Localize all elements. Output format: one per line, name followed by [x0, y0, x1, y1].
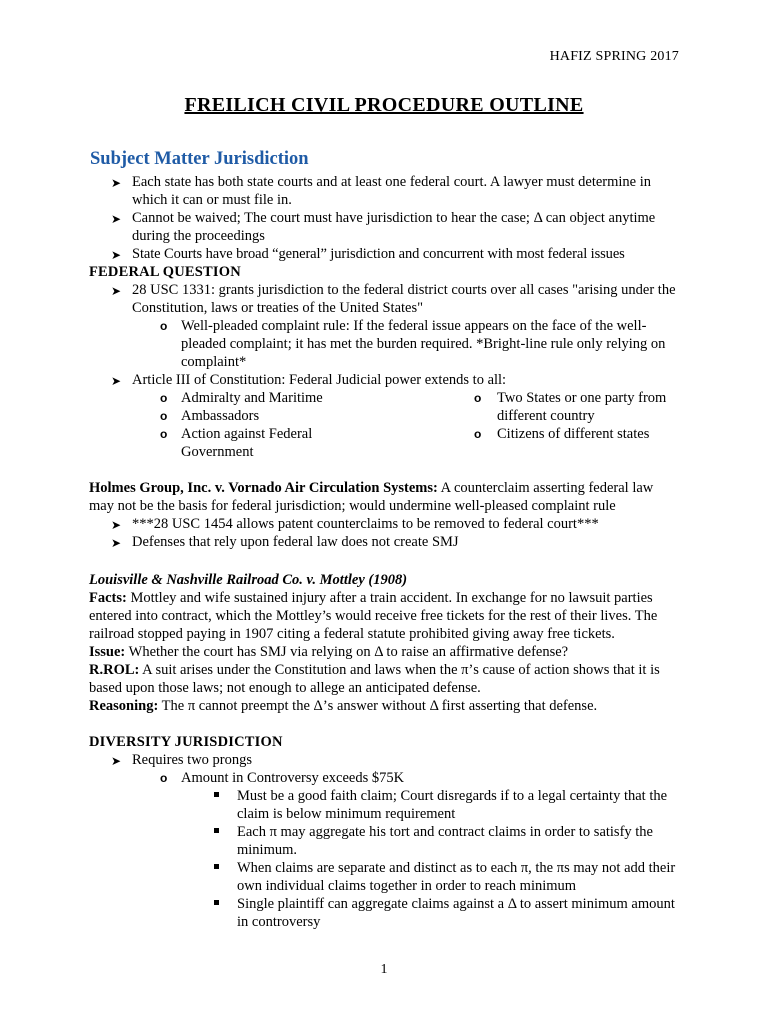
- right-column: [401, 389, 681, 443]
- sub-list-item-text: Action against Federal Government: [181, 426, 313, 460]
- case-mottley-title: Louisville & Nashville Railroad Co. v. Mottley (1908): [89, 572, 408, 588]
- square-bullet-icon: [214, 828, 219, 833]
- square-bullet-icon: [214, 900, 219, 905]
- circle-bullet-icon: o: [160, 391, 168, 405]
- issue-label: Issue:: [89, 644, 126, 660]
- sub-list-item-text: Citizens of different states: [497, 426, 650, 442]
- square-list-item-text: Must be a good faith claim; Court disregards if to a legal certainty that the claim is below minimum requirement: [237, 788, 668, 822]
- list-item-text: ***28 USC 1454 allows patent counterclaims to be removed to federal court***: [132, 516, 599, 532]
- reasoning-text: The π cannot preempt the Δ’s answer without Δ first asserting that defense.: [158, 698, 598, 714]
- square-list-item-text: When claims are separate and distinct as to each π, the πs may not add their own individual claims together in order to reach minimum: [237, 860, 676, 894]
- page-title: FREILICH CIVIL PROCEDURE OUTLINE: [184, 94, 584, 116]
- arrow-bullet-icon: ➤: [111, 248, 122, 262]
- rule-label: R.ROL:: [89, 662, 140, 678]
- sub-list-item: [89, 389, 419, 407]
- case-holmes-paragraph: [89, 479, 681, 515]
- case-issue: [89, 643, 681, 661]
- square-list-item: [89, 895, 681, 931]
- sub-list-item: [89, 407, 419, 425]
- list-item: [89, 533, 681, 551]
- sub-list-item: [401, 425, 681, 443]
- circle-bullet-icon: o: [474, 427, 482, 441]
- list-item: [89, 209, 681, 245]
- list-item-text: Article III of Constitution: Federal Judicial power extends to all:: [132, 372, 507, 388]
- circle-bullet-icon: o: [160, 771, 168, 785]
- arrow-bullet-icon: ➤: [111, 536, 122, 550]
- list-item-text: Cannot be waived; The court must have jurisdiction to hear the case; Δ can object anytime during the proceedings: [132, 210, 656, 244]
- circle-bullet-icon: o: [160, 427, 168, 441]
- page-number: 1: [380, 962, 388, 977]
- sub-list-item: [89, 317, 681, 371]
- sub-list-item: [89, 769, 681, 787]
- sub-list-item-text: Well-pleaded complaint rule: If the federal issue appears on the face of the well-pleaded complaint; it has met the burden required. *Bright-line rule only relying on complaint*: [181, 318, 666, 370]
- square-list-item-text: Each π may aggregate his tort and contract claims in order to satisfy the minimum.: [237, 824, 653, 858]
- facts-text: Mottley and wife sustained injury after a train accident. In exchange for no lawsuit parties entered into contract, which the Mottley’s would receive free tickets for the rest of their lives. The railroad stopped paying in 1907 citing a federal statute prohibited giving away free tickets.: [89, 590, 658, 642]
- case-reasoning: [89, 697, 681, 715]
- sub-list-item-text: Ambassadors: [181, 408, 260, 424]
- arrow-bullet-icon: ➤: [111, 284, 122, 298]
- case-name: Holmes Group, Inc. v. Vornado Air Circulation Systems:: [89, 480, 438, 496]
- issue-text: Whether the court has SMJ via relying on Δ to raise an affirmative defense?: [125, 644, 569, 660]
- sub-list-item-text: Amount in Controversy exceeds $75K: [181, 770, 405, 786]
- arrow-bullet-icon: ➤: [111, 374, 122, 388]
- list-item-text: Requires two prongs: [132, 752, 253, 768]
- case-rule: [89, 661, 681, 697]
- sub-list-item: [401, 389, 681, 425]
- header-author-term: HAFIZ SPRING 2017: [549, 49, 679, 64]
- list-item: [89, 371, 681, 389]
- rule-text: A suit arises under the Constitution and laws when the π’s cause of action shows that it is based upon those laws; not enough to allege an anticipated defense.: [89, 662, 660, 696]
- square-list-item: [89, 859, 681, 895]
- case-facts: [89, 589, 681, 643]
- subheading-federal-question: FEDERAL QUESTION: [89, 264, 241, 280]
- list-item: [89, 515, 681, 533]
- list-item-text: State Courts have broad “general” jurisdiction and concurrent with most federal issues: [132, 246, 625, 262]
- outline-body: [89, 147, 681, 931]
- square-bullet-icon: [214, 864, 219, 869]
- list-item: [89, 173, 681, 209]
- list-item-text: Defenses that rely upon federal law does not create SMJ: [132, 534, 459, 550]
- facts-label: Facts:: [89, 590, 127, 606]
- reasoning-label: Reasoning:: [89, 698, 159, 714]
- list-item: [89, 751, 681, 769]
- section-heading-smj: Subject Matter Jurisdiction: [90, 149, 309, 169]
- arrow-bullet-icon: ➤: [111, 212, 122, 226]
- list-item-text: Each state has both state courts and at least one federal court. A lawyer must determine in which it can or must file in.: [132, 174, 652, 208]
- case-holding: A counterclaim asserting federal law may not be the basis for federal jurisdiction; would undermine well-pleased complaint rule: [89, 480, 654, 514]
- circle-bullet-icon: o: [474, 391, 482, 405]
- circle-bullet-icon: o: [160, 409, 168, 423]
- square-list-item: [89, 823, 681, 859]
- subheading-diversity-jurisdiction: DIVERSITY JURISDICTION: [89, 734, 283, 750]
- sub-list-item: [89, 425, 331, 461]
- arrow-bullet-icon: ➤: [111, 518, 122, 532]
- sub-list-item-text: Admiralty and Maritime: [181, 390, 323, 406]
- circle-bullet-icon: o: [160, 319, 168, 333]
- left-column: [89, 389, 419, 461]
- list-item-text: 28 USC 1331: grants jurisdiction to the federal district courts over all cases "arising under the Constitution, laws or treaties of the United States": [132, 282, 676, 316]
- list-item: [89, 245, 681, 263]
- two-column-list: [89, 389, 681, 461]
- square-list-item-text: Single plaintiff can aggregate claims against a Δ to assert minimum amount in controversy: [237, 896, 675, 930]
- square-bullet-icon: [214, 792, 219, 797]
- arrow-bullet-icon: ➤: [111, 176, 122, 190]
- square-list-item: [89, 787, 681, 823]
- list-item: [89, 281, 681, 317]
- sub-list-item-text: Two States or one party from different country: [497, 390, 667, 424]
- arrow-bullet-icon: ➤: [111, 754, 122, 768]
